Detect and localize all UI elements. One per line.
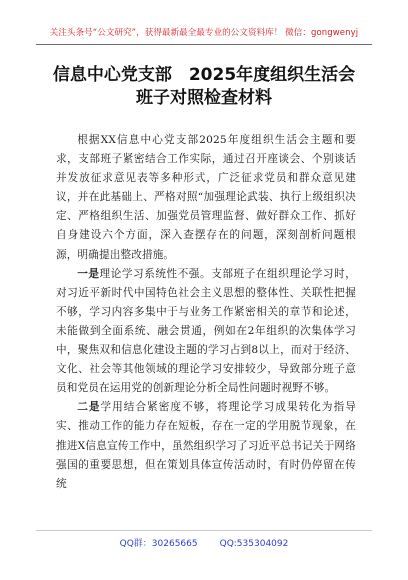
header-promo-note: 关注头条号“公文研究”，获得最新最全最专业的公文资料库！ 微信：gongwenyj	[49, 28, 359, 38]
paragraph-text: 根据XX信息中心党支部2025年度组织生活会主题和要求，支部班子紧密结合工作实际，通过召开座谈会、个别谈话并发放征求意见表等多种形式，广泛征求党员和群众意见建议，并在此基础上、严格对照“加强理论武装、执行上级组织决定、严格组织生活、加强党员管理监督、做好群众工作、抓好自身建设六个方面，深入查摆存在的问题，深刻剖析问题根源，明确提出整改措施。	[56, 134, 356, 261]
footer-qq: QQ:535304092	[219, 539, 289, 549]
paragraph-lead: 二是	[77, 401, 101, 414]
document-title	[30, 64, 378, 110]
paragraph-point-2	[56, 398, 356, 493]
title-line-1: 信息中心党支部 2025年度组织生活会	[52, 65, 356, 85]
title-line-2: 班子对照检查材料	[136, 88, 272, 108]
paragraph-text: 理论学习系统性不强。支部班子在组织理论学习时，对习近平新时代中国特色社会主义思想的整体性、关联性把握不够，学习内容多集中于与业务工作紧密相关的章节和论述，未能做到全面系统、融会贯通，例如在2年组织的次集体学习中，聚焦双和信息化建设主题的学习占到8以上，而对于经济、文化、社会等其他领域的理论学习安排较少，导致部分班子意员和党员在运用党的创新理论分析全局性问题时视野不够。	[56, 267, 356, 395]
paragraph-lead: 一是	[77, 267, 100, 280]
document-body	[56, 131, 356, 494]
footer-divider	[36, 530, 372, 531]
paragraph-point-1	[56, 265, 356, 399]
header-divider	[36, 44, 372, 45]
footer-contact	[0, 536, 408, 549]
paragraph-intro	[56, 131, 356, 265]
paragraph-text: 学用结合紧密度不够，将理论学习成果转化为指导实、推动工作的能力存在短板，存在一定的学用脱节现象，在推进X信息宣传工作中，虽然组织学习了习近平总书记关于网络强国的重要思想，但在策划具体宣传活动时，有时仍停留在传统	[56, 401, 356, 490]
footer-qq-group: QQ群：30265665	[119, 539, 198, 549]
